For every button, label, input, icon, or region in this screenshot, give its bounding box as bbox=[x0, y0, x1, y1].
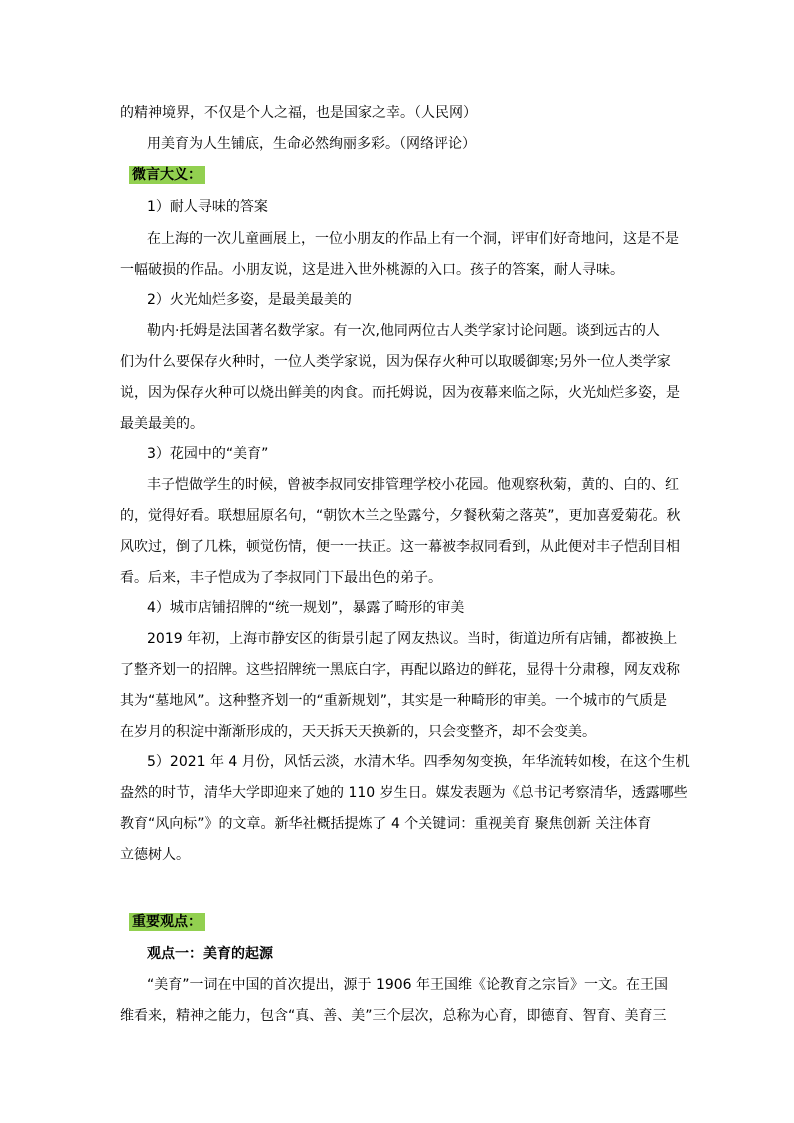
paragraph-line: “美育”一词在中国的首次提出，源于 1906 年王国维《论教育之宗旨》一文。在王国 bbox=[147, 977, 669, 993]
paragraph-line: 用美育为人生铺底，生命必然绚丽多彩。（网络评论） bbox=[147, 136, 476, 152]
section-heading-weiyan: 微言大义： bbox=[129, 166, 205, 184]
subheading-4: 4）城市店铺招牌的“统一规划”，暴露了畸形的审美 bbox=[147, 600, 465, 616]
section-heading-guandian: 重要观点： bbox=[129, 913, 205, 931]
paragraph-line: 维看来，精神之能力，包含“真、善、美”三个层次，总称为心育，即德育、智育、美育三 bbox=[120, 1008, 667, 1024]
paragraph-line: 丰子恺做学生的时候，曾被李叔同安排管理学校小花园。他观察秋菊，黄的、白的、红 bbox=[147, 477, 679, 493]
paragraph-line: 看。后来，丰子恺成为了李叔同门下最出色的弟子。 bbox=[120, 570, 442, 586]
subheading-3: 3）花园中的“美育” bbox=[147, 446, 269, 462]
subheading-1: 1）耐人寻味的答案 bbox=[147, 199, 268, 215]
paragraph-line: 2019 年初，上海市静安区的街景引起了网友热议。当时，街道边所有店铺，都被换上 bbox=[147, 631, 678, 647]
paragraph-line: 的，觉得好看。联想屈原名句，“朝饮木兰之坠露兮，夕餐秋菊之落英”，更加喜爱菊花。秋 bbox=[120, 508, 681, 524]
paragraph-line: 说，因为保存火种可以烧出鲜美的肉食。而托姆说，因为夜幕来临之际，火光灿烂多姿，是 bbox=[120, 385, 680, 401]
paragraph-line: 一幅破损的作品。小朋友说，这是进入世外桃源的入口。孩子的答案，耐人寻味。 bbox=[120, 262, 624, 278]
paragraph-line: 在岁月的积淀中渐渐形成的，天天拆天天换新的，只会变整齐，却不会变美。 bbox=[120, 724, 596, 740]
paragraph-line: 勒内·托姆是法国著名数学家。有一次,他同两位古人类学家讨论问题。谈到远古的人 bbox=[147, 323, 660, 339]
paragraph-line: 最美最美的。 bbox=[120, 416, 204, 432]
paragraph-line: 们为什么要保存火种时，一位人类学家说，因为保存火种可以取暖御寒;另外一位人类学家 bbox=[120, 354, 671, 370]
paragraph-line: 其为“墓地风”。这种整齐划一的“重新规划”，其实是一种畸形的审美。一个城市的气质是 bbox=[120, 693, 668, 709]
viewpoint-heading: 观点一：美育的起源 bbox=[147, 946, 273, 962]
paragraph-line: 在上海的一次儿童画展上，一位小朋友的作品上有一个洞，评审们好奇地问，这是不是 bbox=[147, 231, 679, 247]
subheading-2: 2）火光灿烂多姿，是最美最美的 bbox=[147, 292, 352, 308]
paragraph-line: 盎然的时节，清华大学即迎来了她的 110 岁生日。媒发表题为《总书记考察清华，透露哪些 bbox=[120, 785, 688, 801]
paragraph-line: 教育“风向标”》的文章。新华社概括提炼了 4 个关键词：重视美育 聚焦创新 关注体育 bbox=[120, 816, 652, 832]
paragraph-line: 了整齐划一的招牌。这些招牌统一黑底白字，再配以路边的鲜花，显得十分肃穆，网友戏称 bbox=[120, 662, 680, 678]
paragraph-line: 的精神境界，不仅是个人之福，也是国家之幸。（人民网） bbox=[120, 105, 477, 121]
paragraph-line: 立德树人。 bbox=[120, 847, 190, 863]
paragraph-line: 风吹过，倒了几株，顿觉伤情，便一一扶正。这一幕被李叔同看到，从此便对丰子恺刮目相 bbox=[120, 539, 680, 555]
subheading-5: 5）2021 年 4 月份，风恬云淡，水清木华。四季匆匆变换，年华流转如梭，在这个生机 bbox=[147, 754, 690, 770]
